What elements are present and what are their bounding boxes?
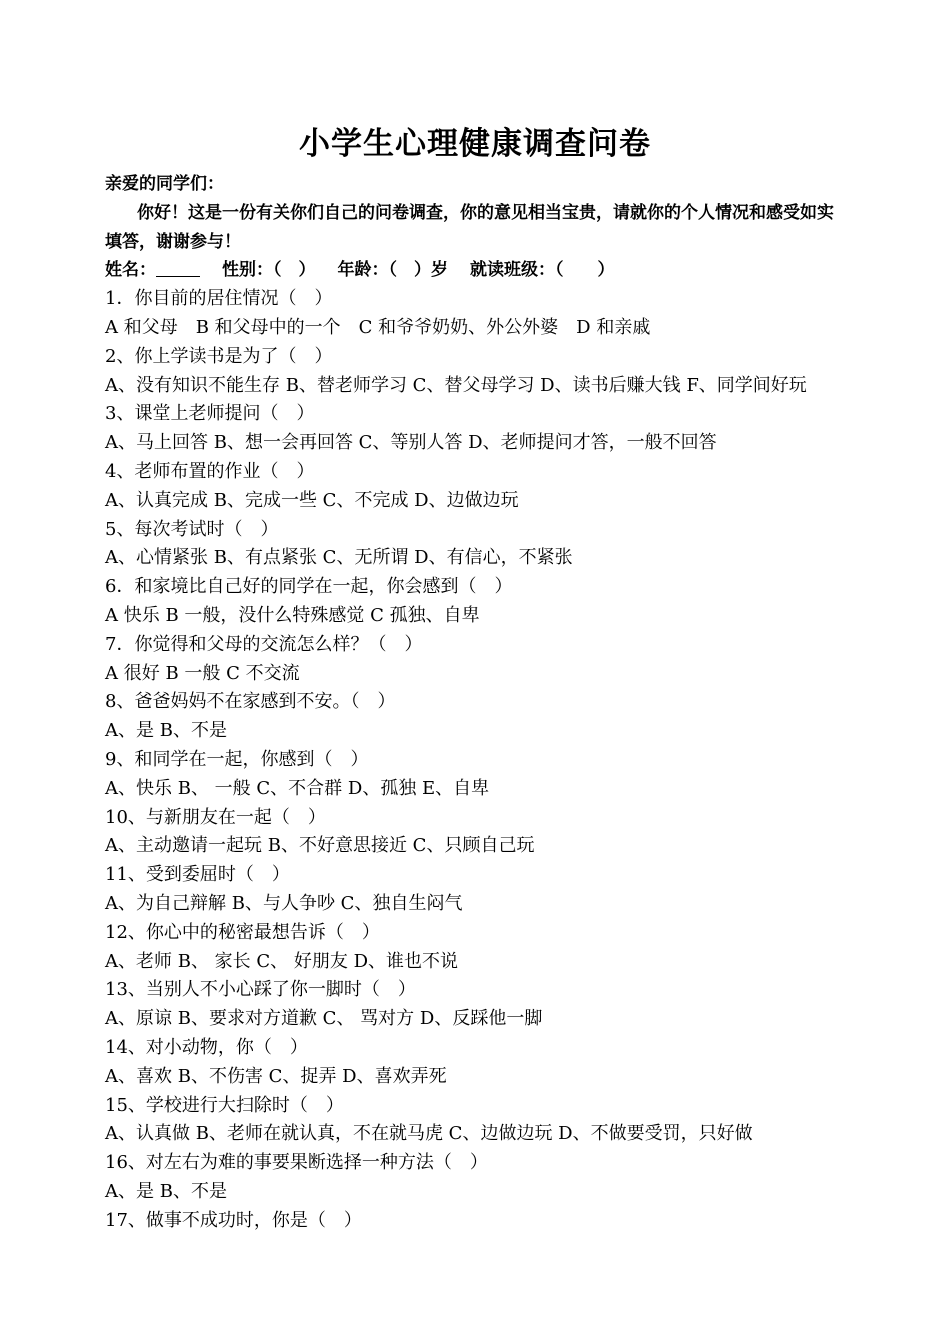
question-12: 12、你心中的秘密最想告诉（ ） <box>105 921 380 943</box>
name-label: 姓名： <box>105 260 156 281</box>
question-5: 5、每次考试时（ ） <box>105 518 279 540</box>
question-3: 3、课堂上老师提问（ ） <box>105 403 315 425</box>
name-blank <box>156 258 200 277</box>
question-11-options: A、为自己辩解 B、与人争吵 C、独自生闷气 <box>105 892 463 914</box>
question-9-options: A、快乐 B、 一般 C、不合群 D、孤独 E、自卑 <box>105 777 490 799</box>
greeting: 亲爱的同学们： <box>105 174 224 194</box>
question-4-options: A、认真完成 B、完成一些 C、不完成 D、边做边玩 <box>105 489 519 511</box>
question-12-options: A、老师 B、 家长 C、 好朋友 D、谁也不说 <box>105 950 459 972</box>
question-11: 11、受到委屈时（ ） <box>105 864 290 886</box>
question-15-options: A、认真做 B、老师在就认真，不在就马虎 C、边做边玩 D、不做要受罚，只好做 <box>105 1123 753 1145</box>
question-2: 2、你上学读书是为了（ ） <box>105 345 333 367</box>
question-10: 10、与新朋友在一起（ ） <box>105 806 326 828</box>
age-label: 年龄：（ ）岁 <box>337 260 448 281</box>
question-7-options: A 很好 B 一般 C 不交流 <box>105 662 300 684</box>
question-6-options: A 快乐 B 一般，没什么特殊感觉 C 孤独、自卑 <box>105 604 480 626</box>
question-8: 8、爸爸妈妈不在家感到不安。（ ） <box>105 691 396 713</box>
question-1: 1．你目前的居住情况（ ） <box>105 288 333 310</box>
question-5-options: A、心情紧张 B、有点紧张 C、无所谓 D、有信心，不紧张 <box>105 547 573 569</box>
question-6: 6．和家境比自己好的同学在一起，你会感到（ ） <box>105 576 513 598</box>
class-label: 就读班级：（ ） <box>470 260 615 281</box>
question-14-options: A、喜欢 B、不伤害 C、捉弄 D、喜欢弄死 <box>105 1065 447 1087</box>
question-16: 16、对左右为难的事要果断选择一种方法（ ） <box>105 1152 488 1174</box>
question-2-options: A、没有知识不能生存 B、替老师学习 C、替父母学习 D、读书后赚大钱 F、同学间好玩 <box>105 374 807 396</box>
question-10-options: A、主动邀请一起玩 B、不好意思接近 C、只顾自己玩 <box>105 835 535 857</box>
question-9: 9、和同学在一起，你感到（ ） <box>105 748 369 770</box>
document-body <box>105 170 850 1235</box>
question-13-options: A、原谅 B、要求对方道歉 C、 骂对方 D、反踩他一脚 <box>105 1008 543 1030</box>
gender-label: 性别：（ ） <box>222 260 316 281</box>
question-3-options: A、马上回答 B、想一会再回答 C、等别人答 D、老师提问才答，一般不回答 <box>105 432 717 454</box>
question-list <box>105 285 850 1235</box>
question-4: 4、老师布置的作业（ ） <box>105 460 315 482</box>
question-16-options: A、是 B、不是 <box>105 1180 227 1202</box>
question-13: 13、当别人不小心踩了你一脚时（ ） <box>105 979 416 1001</box>
question-17: 17、做事不成功时，你是（ ） <box>105 1209 362 1231</box>
document-title: 小学生心理健康调查问卷 <box>299 126 651 162</box>
intro-paragraph: 你好！这是一份有关你们自己的问卷调查，你的意见相当宝贵，请就你的个人情况和感受如实填答，谢谢参与！ <box>105 202 834 252</box>
question-8-options: A、是 B、不是 <box>105 720 227 742</box>
respondent-info-row <box>105 256 850 285</box>
question-14: 14、对小动物，你（ ） <box>105 1036 308 1058</box>
question-15: 15、学校进行大扫除时（ ） <box>105 1094 344 1116</box>
question-1-options: A 和父母 B 和父母中的一个 C 和爷爷奶奶、外公外婆 D 和亲戚 <box>105 316 651 338</box>
question-7: 7．你觉得和父母的交流怎么样？（ ） <box>105 633 423 655</box>
